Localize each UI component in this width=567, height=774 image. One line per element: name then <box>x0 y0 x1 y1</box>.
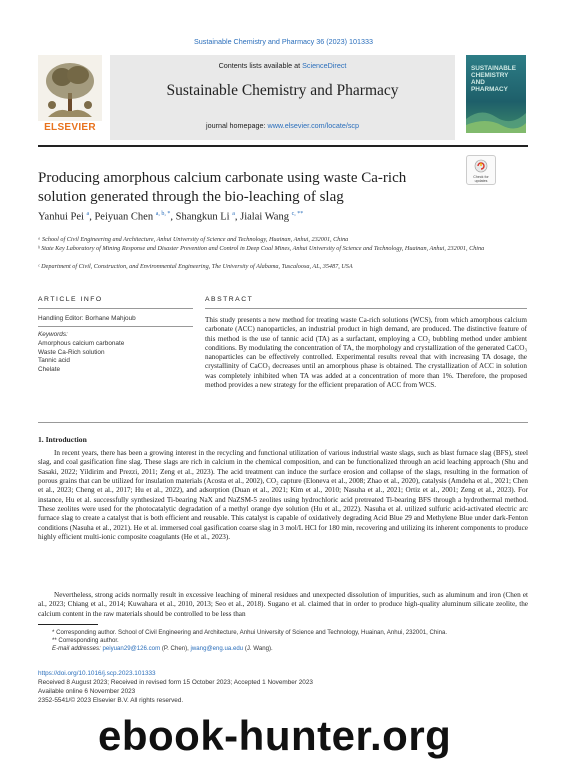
elsevier-wordmark: ELSEVIER <box>44 122 96 133</box>
homepage-prefix: journal homepage: <box>205 121 268 130</box>
received-dates: Received 8 August 2023; Received in revised form 15 October 2023; Accepted 1 November 2023 <box>38 679 313 686</box>
abstract-bottom-divider <box>38 422 528 423</box>
article-title: Producing amorphous calcium carbonate using waste Ca-rich solution generated through the bio-leaching of slag <box>38 170 407 205</box>
affiliation-c: ᶜ Department of Civil, Construction, and Environmental Engineering, The University of Alabama, Tuscaloosa, AL, 35487, USA <box>38 263 353 270</box>
email-link-wang[interactable]: jwang@eng.ua.edu <box>190 645 244 652</box>
contents-prefix: Contents lists available at <box>218 61 303 70</box>
update-badge-icon <box>474 159 488 173</box>
watermark: ebook-hunter.org <box>98 712 452 759</box>
issn-copyright: 2352-5541/© 2023 Elsevier B.V. All rights reserved. <box>38 697 184 704</box>
abstract-divider <box>205 308 527 309</box>
check-for-updates-button[interactable] <box>466 155 496 185</box>
keywords-label: Keywords: <box>38 331 68 338</box>
keywords-divider <box>38 326 193 327</box>
footnote-corresponding-1: * Corresponding author. School of Civil Engineering and Architecture, Anhui University of Science and Technology, Huainan, Anhui, 232001, China. <box>52 629 448 636</box>
journal-reference[interactable]: Sustainable Chemistry and Pharmacy 36 (2023) 101333 <box>194 37 373 46</box>
keyword-item: Chelate <box>38 365 61 373</box>
sciencedirect-link[interactable]: ScienceDirect <box>302 61 347 70</box>
cover-title: SUSTAINABLE CHEMISTRY AND PHARMACY <box>471 65 516 93</box>
author-affiliation-marker[interactable]: a <box>232 211 235 217</box>
keyword-item: Amorphous calcium carbonate <box>38 340 125 347</box>
contents-line <box>110 61 455 70</box>
abstract-heading: ABSTRACT <box>205 296 254 303</box>
footnote-emails <box>52 645 542 653</box>
doi-link[interactable]: https://doi.org/10.1016/j.scp.2023.101333 <box>38 670 156 677</box>
article-info-heading: ARTICLE INFO <box>38 296 103 303</box>
check-updates-label: Check for updates <box>473 175 489 183</box>
journal-name: Sustainable Chemistry and Pharmacy <box>166 82 399 99</box>
email-owner-wang: (J. Wang). <box>243 645 273 652</box>
introduction-heading: 1. Introduction <box>38 435 87 444</box>
email-owner-chen: (P. Chen), <box>160 645 191 652</box>
author-name[interactable]: Peiyuan Chen <box>94 211 154 223</box>
email-label: E-mail addresses: <box>52 645 103 652</box>
footnote-divider <box>38 624 98 625</box>
homepage-line <box>110 121 455 130</box>
author-list: Yanhui Pei $^a$, Peiyuan Chen $^{a, b, *}$, Shangkun Li $^a$, Jialai Wang $^{c, **}$ <box>38 211 304 223</box>
header-divider <box>38 145 528 147</box>
handling-editor: Handling Editor: Borhane Mahjoub <box>38 315 136 322</box>
keywords-list <box>38 340 124 374</box>
abstract-text: This study presents a new method for treating waste Ca-rich solutions (WCS), from which amorphous calcium carbonate (ACC) nanoparticles, an industrial product in high demand, are produced. The distinctive feature of this method is the use of tannic acid (TA) as a surfactant, employing a CO₂ bubbling method under ambient conditions. By modulating the concentration of TA, the morphology and crystallization of the generated CaCO₃ nanoparticles can be effectively controlled. Experimental results reveal that with increasing TA dosage, the crystallinity of CaCO₃ decreases until an amorphous phase is obtained. The crystallization of ACC in solution was completely inhibited when TA was added at a concentration of more than 1%. Therefore, the proposed method provides a new strategy for the efficient preparation of ACC from WCS. <box>205 316 527 390</box>
keyword-item: Waste Ca-Rich solution <box>38 348 105 356</box>
affiliation-b: ᵇ State Key Laboratory of Mining Response and Disaster Prevention and Control in Deep Coal Mines, Anhui University of Science and Technology, Huainan, Anhui, 232001, China <box>38 245 485 252</box>
introduction-paragraph-1: In recent years, there has been a growing interest in the recycling and functional utilization of various industrial waste slags, such as blast furnace slag (BFS), steel slag, and coal gasification fine slag. These slags are rich in calcium in the chemical composition, and can be functionalized through an acid leaching approach (Shu and Sasaki, 2022; Yildirim and Prezzi, 2011; Zeng et al., 2023). The acid treatment can induce the surface erosion and collapse of the slags, resulting in the formation of porous grains that can be utilized for insulation materials (Acosta et al., 2002), CO₂ capture (Eloneva et al., 2008; Zhao et al., 2020), catalysis (Amdeha et al., 2021; Chen et al., 2023; Cheng et al., 2017; Hu et al., 2022), and adsorption (Duan et al., 2021; Kim et al., 2010; Nasuha et al., 2021; Ortiz et al., 2001; Zeng et al., 2023). For instance, Hu et al. successfully synthesized Ti-bearing NaX and NaZSM-5 zeolites using hydrochloric acid pretreated Ti-bearing BFS through a hydrothermal method. These zeolites were used for the photocatalytic degradation of a methyl orange dye solution (Hu et al., 2022). Nasuha et al. utilized sulfuric acid-activated electric arc furnace slag to create a catalyst that is both efficient and reusable. This catalyst is capable of oxidatively degrading Acid Blue 29 and Methylene Blue under dark-Fenton conditions (Nasuha et al., 2021). He et al. immersed coal gasification coarse slag in 3 mol/L HCl for 180 min, recovering and utilizing its inherent components to produce highly efficient multi-ionic composite coagulants (He et al., 2023). <box>38 449 528 542</box>
article-info-divider <box>38 308 193 309</box>
available-online: Available online 6 November 2023 <box>38 688 136 695</box>
footnote-corresponding-2: ** Corresponding author. <box>52 637 119 644</box>
author-name[interactable]: Shangkun Li <box>175 211 230 223</box>
keyword-item: Tannic acid <box>38 357 70 365</box>
email-link-chen[interactable]: peiyuan29@126.com <box>102 645 161 652</box>
author-affiliation-marker[interactable]: a, b, * <box>155 211 171 217</box>
author-affiliation-marker[interactable]: c, ** <box>291 211 304 217</box>
author-name[interactable]: Yanhui Pei <box>38 211 84 223</box>
author-affiliation-marker[interactable]: a <box>86 211 90 217</box>
affiliation-a: ᵃ School of Civil Engineering and Architecture, Anhui University of Science and Technology, Huainan, Anhui, 232001, China <box>38 236 349 243</box>
author-name[interactable]: Jialai Wang <box>240 211 289 223</box>
journal-cover-thumbnail[interactable] <box>466 55 526 133</box>
introduction-paragraph-2: Nevertheless, strong acids normally result in excessive leaching of mineral residues and unexpected dissolution of impurities, such as aluminum and iron (Chen et al., 2023; Chiang et al., 2014; Kuwahara et al., 2010, 2013; Seo et al., 2018). Sugano et al. claimed that in order to produce high-quality aluminum silicate zeolite, the calcium content in the raw materials should be controlled to be less than <box>38 591 528 618</box>
homepage-link[interactable]: www.elsevier.com/locate/scp <box>267 121 360 130</box>
